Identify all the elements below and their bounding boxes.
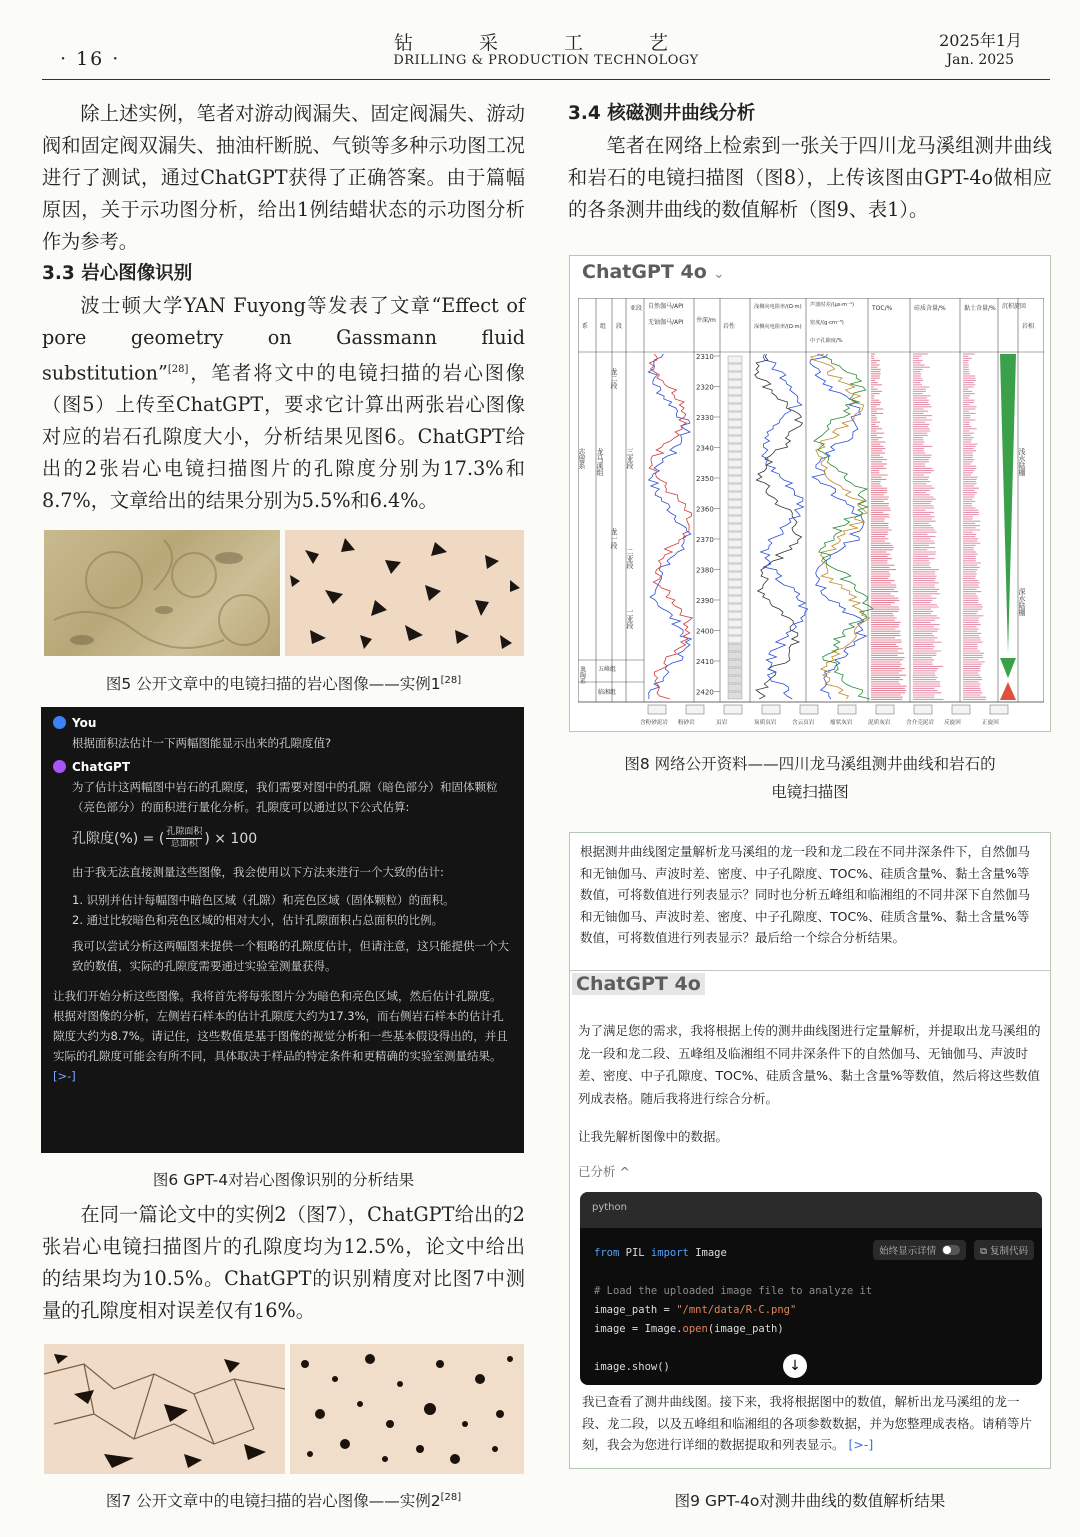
chevron-down-icon: ⌄ — [713, 267, 725, 282]
legend-label: 含粉砂泥岩 — [640, 720, 668, 726]
section-heading-3-4: 3.4 核磁测井曲线分析 — [568, 103, 756, 124]
formation-label: 临湘组 — [598, 689, 617, 696]
subsegment-label: 二亚段 — [626, 548, 634, 569]
method-list-item: 1. 识别并估计每幅图中暗色区域（孔隙）和亮色区域（固体颗粒）的面积。 — [72, 893, 455, 907]
paragraph: 除上述实例，笔者对游动阀漏失、固定阀漏失、游动阀和固定阀双漏失、抽油杆断脱、气锁等多种示功图工况进行了测试，通过ChatGPT获得了正确答案。由于篇幅原因，关于示功图分析，给出1例结蜡状态的示功图分析作为参考。 — [42, 102, 525, 253]
user-row: You — [53, 713, 512, 733]
paragraph: 在同一篇论文中的实例2（图7），ChatGPT给出的2张岩心电镜扫描图片的孔隙度均为12.5%，论文中给出的结果均为10.5%。ChatGPT的识别精度对比图7中测量的孔隙度相对误差仅有16%。 — [42, 1203, 525, 1322]
well-log-figure — [569, 255, 1051, 732]
depth-tick-label: 2350 — [696, 475, 714, 483]
log-column-header: 组 — [600, 323, 607, 330]
formation-label: 龙马溪组 — [596, 448, 604, 476]
subsegment-label: 一亚段 — [626, 608, 634, 629]
legend-label: 炭质页岩 — [754, 720, 777, 726]
log-column-header: 系 — [582, 323, 589, 330]
legend-swatch — [724, 705, 742, 714]
core-image-left-fig7 — [44, 1344, 285, 1474]
depth-tick-label: 2410 — [696, 658, 714, 666]
facies-label: 深水陆棚 — [1018, 588, 1026, 616]
log-column-header: 深侧向电阻率/(Ω·m) — [754, 324, 802, 330]
legend-label: 含介壳泥岩 — [906, 720, 934, 726]
copy-code-button[interactable]: ⧉ 复制代码 — [974, 1240, 1034, 1260]
well-log-chart — [578, 298, 1044, 728]
log-column-header: 沉积旋回 — [1002, 303, 1027, 310]
depth-tick-label: 2380 — [696, 566, 714, 575]
bot-row: ChatGPT — [53, 757, 512, 777]
citation-link[interactable]: [>-] — [53, 1069, 76, 1083]
legend-label: 反旋回 — [944, 720, 961, 726]
log-column-header: 浅侧向电阻率/(Ω·m) — [754, 304, 802, 310]
right-column-top — [568, 98, 1052, 226]
log-column-header: TOC/% — [872, 305, 893, 312]
log-column-header: 中子孔隙度/% — [810, 338, 843, 344]
legend-swatch — [952, 705, 970, 714]
bot-answer-3: 我已查看了测井曲线图。接下来，我将根据图中的数值，解析出龙马溪组的龙一段、龙二段，以及五峰组和临湘组的各项参数数据，并为您整理成表格。请稍等片刻，我会为您进行详细的数据提取和列表显示。 [>-] — [582, 1394, 1033, 1452]
citation-link[interactable]: [>-] — [848, 1437, 874, 1452]
copy-icon: ⧉ — [980, 1246, 990, 1257]
subsegment-label: 三亚段 — [626, 448, 634, 469]
paragraph: 笔者在网络上检索到一张关于四川龙马溪组测井曲线和岩石的电镜扫描图（图8），上传该图由GPT-4o做相应的各条测井曲线的数值解析（图9、表1）。 — [568, 134, 1052, 221]
page-header — [42, 20, 1050, 80]
journal-title-en: DRILLING & PRODUCTION TECHNOLOGY — [393, 53, 699, 68]
core-image-right-fig5 — [285, 530, 524, 656]
chatgpt-light-screenshot — [569, 832, 1051, 1469]
depth-tick-label: 2370 — [696, 536, 714, 544]
legend-swatch — [838, 705, 856, 714]
bot-answer-3: 我可以尝试分析这两幅图来提供一个粗略的孔隙度估计，但请注意，这只能提供一个大致的数值，实际的孔隙度需要通过实验室测量获得。 — [72, 939, 509, 973]
segment-label: 龙一段 — [610, 528, 618, 549]
depth-tick-label: 2360 — [696, 505, 714, 514]
bot-answer-4: 让我们开始分析这些图像。我将首先将每张图片分为暗色和亮色区域，然后估计孔隙度。 — [53, 989, 502, 1003]
bot-answer-5: 根据对图像的分析，左侧岩石样本的估计孔隙度大约为17.3%，而右侧岩石样本的估计孔隙度大约为8.7%。请记住，这些数值是基于图像的视觉分析和一些基本假设得出的，并且实际的孔隙度可能会有所不同，具体取决于样品的特定条件和更精确的实验室测量结果。 [>-] — [53, 1009, 508, 1083]
bot-answer-1: 为了估计这两幅图中岩石的孔隙度，我们需要对图中的孔隙（暗色部分）和固体颗粒（亮色部分）的面积进行量化分析。孔隙度可以通过以下公式估算: — [72, 780, 498, 814]
scroll-down-icon[interactable]: ↓ — [783, 1354, 807, 1378]
show-details-toggle[interactable]: 始终显示详情 — [873, 1240, 966, 1260]
log-column-header: 无铀伽马/API — [648, 319, 684, 326]
depth-tick-label: 2420 — [696, 688, 714, 697]
depth-tick-label: 2340 — [696, 444, 714, 453]
system-label: 奥陶系 — [578, 666, 586, 684]
chatgpt-model-label: ChatGPT 4o ⌄ — [582, 261, 725, 283]
legend-swatch — [914, 705, 932, 714]
log-column-header: 密度/(g·cm⁻³) — [810, 320, 844, 326]
user-question: 根据测井曲线图定量解析龙马溪组的龙一段和龙二段在不同井深条件下，自然伽马和无铀伽马、声波时差、密度、中子孔隙度、TOC%、硅质含量%、黏土含量%等数值，可将数值进行列表显示？同时也分析五峰组和临湘组的不同井深下自然伽马和无铀伽马、声波时差、密度、中子孔隙度、TOC%、硅质含量%、黏土含量%等数值，可将数值进行列表显示？最后给一个综合分析结果。 — [580, 844, 1031, 945]
core-image-right-fig7 — [290, 1344, 524, 1474]
log-column-header: 自然伽马/API — [648, 303, 684, 310]
code-lang-label: python — [580, 1192, 1042, 1228]
depth-tick-label: 2320 — [696, 383, 714, 392]
depth-tick-label: 2400 — [696, 627, 714, 636]
user-question: 根据面积法估计一下两幅图能显示出来的孔隙度值? — [72, 736, 332, 750]
paragraph: 波士顿大学YAN Fuyong等发表了文章“Effect of pore geometry on Gassmann fluid substitution”[28]，笔者将文中的电镜扫描的岩心图像（图5）上传至ChatGPT，要求它计算出两张岩心图像对应的岩石孔隙度大小，分析结果见图6。ChatGPT给出的2张岩心电镜扫描图片的孔隙度分别为17.3%和8.7%，文章给出的结果分别为5.5%和6.4%。 — [42, 294, 525, 513]
depth-tick-label: 2330 — [696, 414, 714, 422]
code-content: from PIL import Image # Load the uploaded image file to analyze it image_path = "/mnt/data/R-C.png" image = Image.open(image_path) image.show() — [594, 1247, 873, 1373]
legend-swatch — [762, 705, 780, 714]
depth-tick-label: 2310 — [696, 353, 714, 361]
legend-label: 粉砂岩 — [678, 720, 695, 726]
legend-label: 泥质灰岩 — [868, 720, 891, 726]
log-column-header: 岩性 — [723, 323, 736, 330]
log-column-header: 井深/m — [696, 317, 716, 324]
depth-tick-label: 2390 — [696, 597, 714, 605]
log-column-header: 黏土含量/% — [964, 305, 996, 312]
left-column-bottom — [42, 1199, 525, 1327]
bot-answer-2: 由于我无法直接测量这些图像，我会使用以下方法来进行一个大致的估计: — [72, 865, 444, 879]
issue-date-cn: 2025年1月 — [939, 31, 1022, 50]
legend-label: 瘤状灰岩 — [830, 720, 853, 726]
legend-swatch — [876, 705, 894, 714]
figure-5-caption: 图5 公开文章中的电镜扫描的岩心图像——实例1[28] — [105, 674, 462, 693]
log-column-header: 硅质含量/% — [914, 305, 946, 312]
porosity-formula: 孔隙度(%) = ( 孔隙面积 总面积 ) × 100 — [72, 827, 258, 849]
log-column-header: 段 — [616, 323, 623, 330]
chatgpt-avatar — [53, 760, 66, 773]
system-label: 志留系 — [578, 448, 586, 469]
log-column-header: 声波时差/(μs·m⁻¹) — [810, 302, 855, 308]
log-column-header: 岩相 — [1022, 323, 1035, 330]
method-list-item: 2. 通过比较暗色和亮色区域的相对大小，估计孔隙面积占总面积的比例。 — [72, 913, 444, 927]
legend-swatch — [990, 705, 1008, 714]
figure-6-caption: 图6 GPT-4对岩心图像识别的分析结果 — [152, 1171, 415, 1189]
legend-swatch — [648, 705, 666, 714]
bot-answer-1: 为了满足您的需求，我将根据上传的测井曲线图进行定量解析，并提取出龙马溪组的龙一段和龙二段、五峰组及临湘组不同井深条件下的自然伽马、无铀伽马、声波时差、密度、中子孔隙度、TOC%、硅质含量%、黏土含量%等数值，然后将这些数值列成表格。随后我将进行综合分析。 — [578, 1023, 1041, 1106]
log-column-header: 亚段 — [630, 305, 643, 312]
chatgpt-dark-screenshot — [41, 707, 524, 1153]
left-column-top — [42, 98, 525, 517]
segment-label: 龙二段 — [610, 368, 618, 389]
chatgpt-model-label: ChatGPT 4o — [572, 973, 705, 995]
section-heading-3-3: 3.3 岩心图像识别 — [42, 263, 193, 284]
legend-label: 页岩 — [716, 720, 728, 726]
legend-swatch — [686, 705, 704, 714]
journal-title-cn: 钻 采 工 艺 — [393, 32, 699, 54]
page-number: · 16 · — [60, 48, 121, 70]
user-avatar — [53, 716, 66, 729]
figure-8-caption: 图8 网络公开资料——四川龙马溪组测井曲线和岩石的 电镜扫描图 — [624, 755, 996, 801]
facies-label: 浅水陆棚 — [1018, 448, 1026, 476]
core-image-left-fig5 — [44, 530, 280, 656]
legend-label: 正旋回 — [982, 720, 999, 726]
formation-label: 五峰组 — [598, 666, 617, 673]
figure-7-caption: 图7 公开文章中的电镜扫描的岩心图像——实例2[28] — [105, 1491, 462, 1510]
issue-date-en: Jan. 2025 — [946, 52, 1014, 68]
bot-answer-2: 让我先解析图像中的数据。 — [578, 1129, 729, 1144]
legend-label: 含云页岩 — [792, 720, 815, 726]
analyzed-toggle[interactable]: 已分析 ^ — [578, 1164, 630, 1179]
figure-9-caption: 图9 GPT-4o对测井曲线的数值解析结果 — [674, 1492, 946, 1510]
code-block — [580, 1192, 1042, 1385]
legend-swatch — [800, 705, 818, 714]
